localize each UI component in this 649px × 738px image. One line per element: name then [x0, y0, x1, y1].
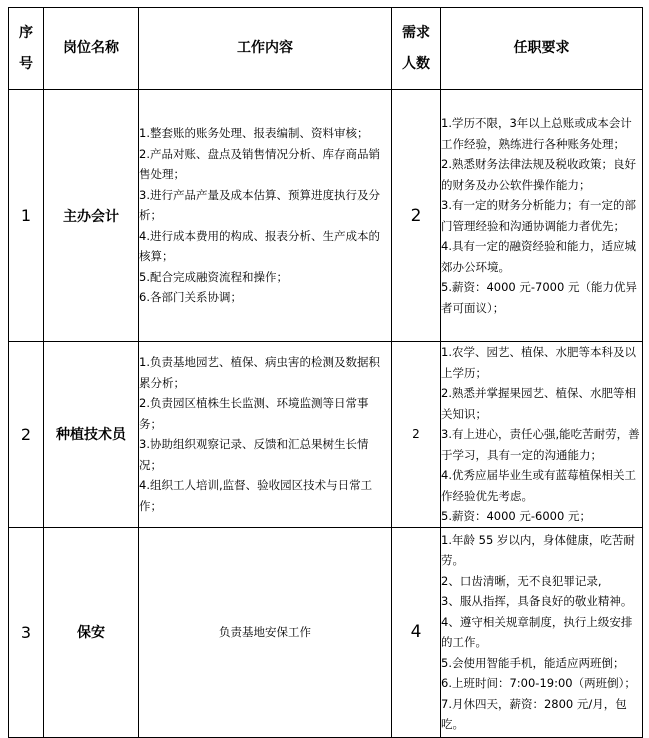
content-item: 5.配合完成融资流程和操作；	[139, 269, 288, 284]
job-content	[139, 342, 392, 528]
job-content: 负责基地安保工作	[139, 527, 392, 737]
table-row	[9, 90, 643, 342]
header-row	[9, 8, 643, 90]
requirement-item: 1.年龄 55 岁以内，身体健康，吃苦耐劳。	[441, 532, 635, 567]
job-title: 种植技术员	[44, 342, 139, 528]
table-row	[9, 342, 643, 528]
row-number: 1	[9, 90, 44, 342]
headcount: 4	[392, 527, 441, 737]
table-row	[9, 527, 643, 737]
row-number: 2	[9, 342, 44, 528]
row-number: 3	[9, 527, 44, 737]
requirement-item: 4.具有一定的融资经验和能力，适应城郊办公环境。	[441, 239, 636, 274]
header-requirements: 任职要求	[441, 8, 643, 90]
requirement-item: 1.农学、园艺、植保、水肥等本科及以上学历；	[441, 345, 636, 380]
requirement-item: 5.薪资：4000 元-7000 元（能力优异者可面议）；	[441, 280, 637, 315]
job-requirements	[441, 342, 643, 528]
requirement-item: 4.优秀应届毕业生或有蓝莓植保相关工作经验优先考虑。	[441, 468, 636, 503]
requirement-item: 3.有一定的财务分析能力；有一定的部门管理经验和沟通协调能力者优先；	[441, 198, 636, 233]
content-item: 1.负责基地园艺、植保、病虫害的检测及数据积累分析；	[139, 355, 380, 390]
job-content	[139, 90, 392, 342]
content-item: 3.协助组织观察记录、反馈和汇总果树生长情况；	[139, 437, 369, 472]
requirement-item: 4、遵守相关规章制度，执行上级安排的工作。	[441, 614, 633, 649]
job-title: 保安	[44, 527, 139, 737]
header-content: 工作内容	[139, 8, 392, 90]
requirement-item: 1.学历不限，3年以上总账或成本会计工作经验，熟练进行各种账务处理；	[441, 116, 632, 151]
requirement-item: 7.月休四天，薪资：2800 元/月，包吃。	[441, 696, 627, 731]
content-item: 1.整套账的账务处理、报表编制、资料审核；	[139, 126, 369, 141]
content-item: 2.负责园区植株生长监测、环境监测等日常事务；	[139, 396, 369, 431]
requirement-item: 2、口齿清晰，无不良犯罪记录,	[441, 573, 602, 588]
requirement-item: 5.薪资：4000 元-6000 元；	[441, 509, 591, 523]
job-requirements	[441, 90, 643, 342]
requirement-item: 2.熟悉财务法律法规及税收政策；良好的财务及办公软件操作能力；	[441, 157, 636, 192]
header-no: 序号	[9, 8, 44, 90]
content-item: 4.进行成本费用的构成、报表分析、生产成本的核算；	[139, 228, 380, 264]
requirement-item: 3.有上进心，责任心强,能吃苦耐劳，善于学习，具有一定的沟通能力；	[441, 427, 640, 462]
requirement-item: 3、服从指挥，具备良好的敬业精神。	[441, 594, 633, 608]
job-table	[8, 7, 643, 738]
header-title: 岗位名称	[44, 8, 139, 90]
content-item: 6.各部门关系协调；	[139, 290, 242, 305]
content-item: 4.组织工人培训,监督、验收园区技术与日常工作；	[139, 478, 373, 513]
headcount: 2	[392, 342, 441, 528]
requirement-item: 6.上班时间：7:00-19:00（两班倒）；	[441, 676, 636, 690]
requirement-item: 2.熟悉并掌握果园艺、植保、水肥等相关知识；	[441, 386, 636, 421]
headcount: 2	[392, 90, 441, 342]
header-count: 需求人数	[392, 8, 441, 90]
content-item: 3.进行产品产量及成本估算、预算进度执行及分析；	[139, 187, 380, 223]
requirement-item: 5.会使用智能手机，能适应两班倒；	[441, 655, 625, 670]
content-item: 2.产品对账、盘点及销售情况分析、库存商品销售处理；	[139, 146, 380, 182]
job-requirements	[441, 527, 643, 737]
job-title: 主办会计	[44, 90, 139, 342]
